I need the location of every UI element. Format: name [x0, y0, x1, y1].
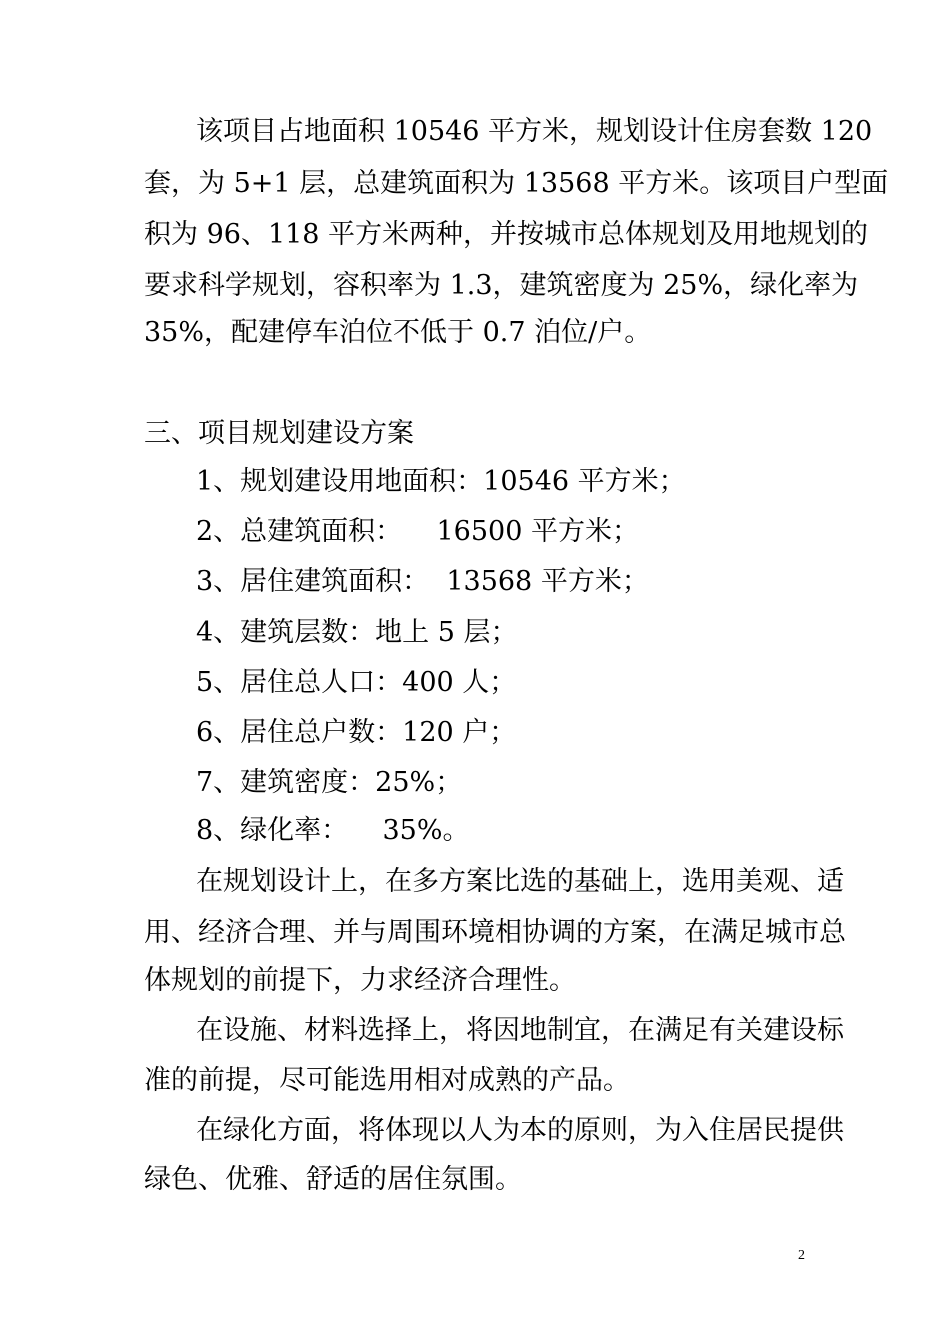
list-item: 7、建筑密度：25%；	[196, 767, 463, 798]
paragraph-line: 套，为 5+1 层，总建筑面积为 13568 平方米。该项目户型面	[144, 168, 889, 199]
paragraph-line: 积为 96、118 平方米两种，并按城市总体规划及用地规划的	[144, 219, 869, 250]
paragraph-line: 要求科学规划，容积率为 1.3，建筑密度为 25%，绿化率为	[144, 270, 859, 301]
list-item: 1、规划建设用地面积：10546 平方米；	[196, 466, 686, 497]
list-item: 5、居住总人口：400 人；	[196, 667, 517, 698]
page-number: 2	[798, 1248, 805, 1263]
paragraph-line: 在设施、材料选择上，将因地制宜，在满足有关建设标	[196, 1015, 844, 1046]
list-item: 2、总建筑面积： 16500 平方米；	[196, 516, 639, 547]
paragraph-line: 在绿化方面，将体现以人为本的原则，为入住居民提供	[196, 1115, 844, 1146]
paragraph-line: 用、经济合理、并与周围环境相协调的方案，在满足城市总	[144, 917, 846, 948]
paragraph-line: 在规划设计上，在多方案比选的基础上，选用美观、适	[196, 866, 844, 897]
list-item: 8、绿化率： 35%。	[196, 815, 470, 846]
section-heading: 三、项目规划建设方案	[144, 418, 414, 449]
paragraph-line: 绿色、优雅、舒适的居住氛围。	[144, 1164, 522, 1195]
list-item: 3、居住建筑面积： 13568 平方米；	[196, 566, 649, 597]
paragraph-line: 35%，配建停车泊位不低于 0.7 泊位/户。	[144, 317, 652, 348]
paragraph-line: 该项目占地面积 10546 平方米，规划设计住房套数 120	[196, 116, 873, 147]
list-item: 6、居住总户数：120 户；	[196, 717, 517, 748]
list-item: 4、建筑层数：地上 5 层；	[196, 617, 518, 648]
paragraph-line: 准的前提，尽可能选用相对成熟的产品。	[144, 1065, 630, 1096]
paragraph-line: 体规划的前提下，力求经济合理性。	[144, 965, 576, 996]
